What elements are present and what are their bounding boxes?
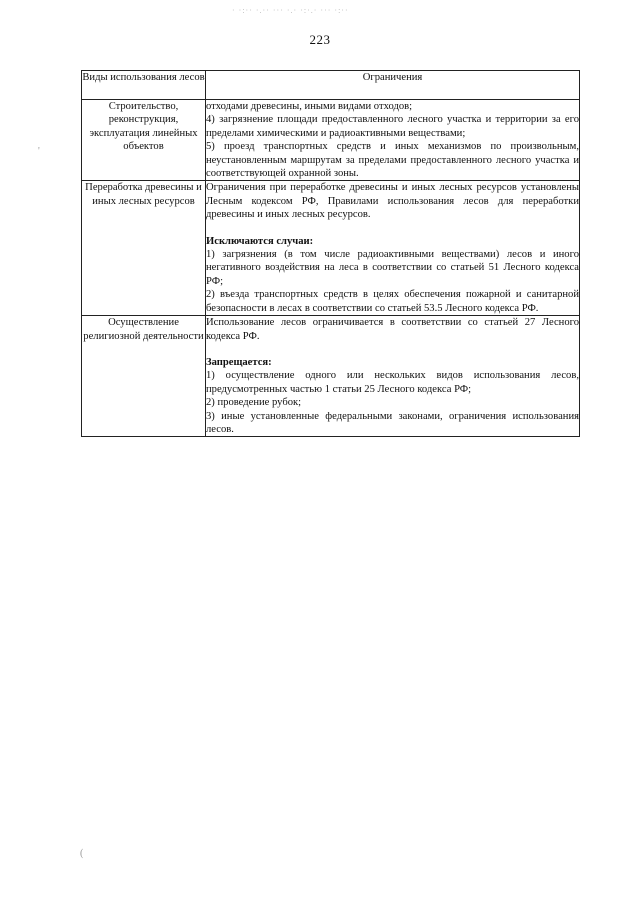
restriction-paragraph: 4) загрязнение площади предоставленного лесного участка и территории за его пределами химическими и радиоактивными веществами; (206, 114, 579, 139)
restrictions-cell (206, 181, 580, 316)
restriction-item: 3) иные установленные федеральными законами, ограничения использования лесов. (206, 410, 579, 435)
restrictions-cell (206, 316, 580, 437)
scan-artifact: · ·:·· ·.·· ··· ·.· ·:·.· ··· ·:·· (232, 6, 349, 15)
restriction-paragraph: отходами древесины, иными видами отходов; (206, 101, 413, 112)
header-forest-use-types: Виды использования лесов (82, 71, 206, 100)
restriction-item: 2) въезда транспортных средств в целях обеспечения пожарной и санитарной безопасности в лесах в соответствии со статьей 53.5 Лесного кодекса РФ. (206, 289, 579, 314)
restriction-item: 2) проведение рубок; (206, 397, 302, 409)
header-restrictions: Ограничения (206, 71, 580, 100)
restriction-subheading: Запрещается: (206, 356, 272, 368)
forest-use-type: Осуществление религиозной деятельности (82, 316, 206, 437)
forest-use-type: Строительство, реконструкция, эксплуатация линейных объектов (82, 100, 206, 181)
restriction-intro: Ограничения при переработке древесины и иных лесных ресурсов установлены Лесным кодексом РФ, Правилами использования лесов для переработки древесины и иных лесных ресурсов. (206, 182, 579, 221)
table-row (82, 181, 580, 316)
restriction-item: 1) загрязнения (в том числе радиоактивными веществами) лесов и иного негативного воздействия на леса в соответствии со статьей 51 Лесного кодекса РФ; (206, 249, 579, 287)
scan-speck: ( (80, 848, 84, 859)
table-row (82, 316, 580, 437)
page-number: 223 (309, 32, 331, 47)
restriction-paragraph: 5) проезд транспортных средств и иных механизмов по произвольным, неустановленным маршрутам за пределами предоставленного лесного участка и соответствующей охранной зоны. (206, 141, 579, 180)
table-row (82, 100, 580, 181)
forest-use-restrictions-table (81, 70, 580, 437)
restriction-item: 1) осуществление одного или нескольких видов использования лесов, предусмотренных частью 1 статьи 25 Лесного кодекса РФ; (206, 370, 579, 395)
restriction-subheading: Исключаются случаи: (206, 235, 314, 247)
scan-speck: ' (38, 146, 40, 157)
forest-use-type: Переработка древесины и иных лесных ресурсов (82, 181, 206, 316)
table-header-row (82, 71, 580, 100)
restrictions-cell (206, 100, 580, 181)
restriction-intro: Использование лесов ограничивается в соответствии со статьей 27 Лесного кодекса РФ. (206, 317, 579, 342)
